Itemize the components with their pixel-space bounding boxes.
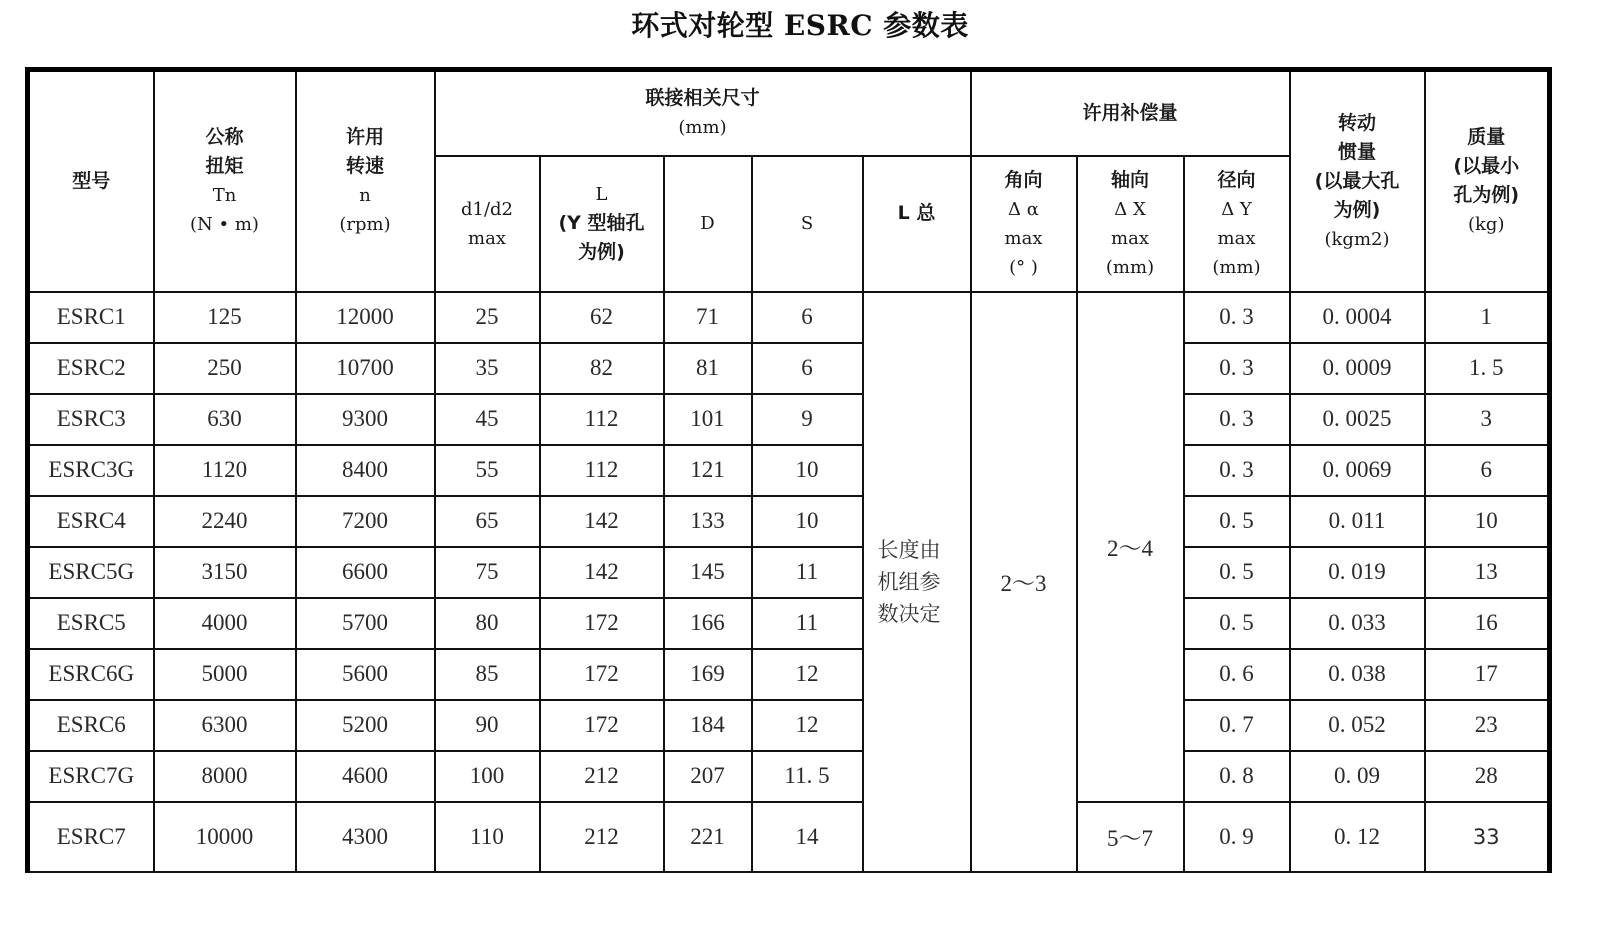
col-header-D: D	[664, 156, 752, 292]
cell-D: 221	[664, 802, 752, 872]
cell-L: 142	[540, 547, 664, 598]
cell-D: 101	[664, 394, 752, 445]
cell-mass: 28	[1425, 751, 1550, 802]
cell-model: ESRC3	[28, 394, 154, 445]
cell-D: 166	[664, 598, 752, 649]
cell-mass: 6	[1425, 445, 1550, 496]
cell-mass: 17	[1425, 649, 1550, 700]
cell-L: 142	[540, 496, 664, 547]
cell-radial: 0. 3	[1184, 394, 1290, 445]
cell-ltotal-merged: 长度由 机组参 数决定	[863, 292, 971, 872]
col-header-d: d1/d2 max	[435, 156, 540, 292]
cell-torque: 5000	[154, 649, 296, 700]
cell-speed: 12000	[296, 292, 435, 343]
col-header-angular: 角向 Δ α max (° )	[971, 156, 1077, 292]
cell-d: 85	[435, 649, 540, 700]
document-title: 环式对轮型 ESRC 参数表	[631, 9, 969, 42]
cell-S: 11	[752, 598, 863, 649]
cell-radial: 0. 5	[1184, 496, 1290, 547]
table-row	[28, 394, 1550, 445]
cell-speed: 5600	[296, 649, 435, 700]
table-row	[28, 496, 1550, 547]
cell-D: 133	[664, 496, 752, 547]
col-header-Ltotal: L 总	[863, 156, 971, 292]
cell-torque: 630	[154, 394, 296, 445]
cell-L: 62	[540, 292, 664, 343]
cell-inertia: 0. 033	[1290, 598, 1425, 649]
cell-model: ESRC5	[28, 598, 154, 649]
cell-L: 172	[540, 598, 664, 649]
cell-d: 75	[435, 547, 540, 598]
cell-speed: 4300	[296, 802, 435, 872]
cell-radial: 0. 5	[1184, 547, 1290, 598]
cell-radial: 0. 9	[1184, 802, 1290, 872]
cell-D: 184	[664, 700, 752, 751]
cell-L: 82	[540, 343, 664, 394]
cell-torque: 10000	[154, 802, 296, 872]
cell-S: 10	[752, 496, 863, 547]
table-row	[28, 292, 1550, 343]
cell-torque: 250	[154, 343, 296, 394]
cell-torque: 3150	[154, 547, 296, 598]
cell-d: 65	[435, 496, 540, 547]
cell-speed: 5700	[296, 598, 435, 649]
table-row	[28, 649, 1550, 700]
cell-S: 10	[752, 445, 863, 496]
cell-radial: 0. 6	[1184, 649, 1290, 700]
cell-model: ESRC6G	[28, 649, 154, 700]
cell-L: 212	[540, 751, 664, 802]
cell-mass: 33	[1425, 802, 1550, 872]
col-header-torque: 公称 扭矩 Tn (N • m)	[154, 70, 296, 292]
cell-d: 100	[435, 751, 540, 802]
cell-S: 14	[752, 802, 863, 872]
group-header-dimensions: 联接相关尺寸 (mm)	[435, 70, 971, 156]
cell-inertia: 0. 0025	[1290, 394, 1425, 445]
cell-d: 45	[435, 394, 540, 445]
table-row	[28, 598, 1550, 649]
cell-d: 35	[435, 343, 540, 394]
cell-inertia: 0. 09	[1290, 751, 1425, 802]
cell-S: 12	[752, 700, 863, 751]
cell-radial: 0. 3	[1184, 445, 1290, 496]
cell-speed: 10700	[296, 343, 435, 394]
cell-torque: 8000	[154, 751, 296, 802]
cell-S: 6	[752, 343, 863, 394]
cell-mass: 3	[1425, 394, 1550, 445]
cell-radial: 0. 3	[1184, 343, 1290, 394]
cell-model: ESRC3G	[28, 445, 154, 496]
cell-inertia: 0. 052	[1290, 700, 1425, 751]
cell-radial: 0. 7	[1184, 700, 1290, 751]
cell-inertia: 0. 12	[1290, 802, 1425, 872]
cell-D: 169	[664, 649, 752, 700]
col-header-axial: 轴向 Δ X max (mm)	[1077, 156, 1184, 292]
cell-S: 9	[752, 394, 863, 445]
cell-torque: 125	[154, 292, 296, 343]
table-row	[28, 751, 1550, 802]
cell-d: 90	[435, 700, 540, 751]
cell-speed: 4600	[296, 751, 435, 802]
cell-torque: 4000	[154, 598, 296, 649]
cell-L: 172	[540, 649, 664, 700]
cell-radial: 0. 3	[1184, 292, 1290, 343]
cell-speed: 7200	[296, 496, 435, 547]
cell-d: 80	[435, 598, 540, 649]
cell-L: 212	[540, 802, 664, 872]
cell-D: 71	[664, 292, 752, 343]
col-header-model: 型号	[28, 70, 154, 292]
cell-inertia: 0. 0004	[1290, 292, 1425, 343]
cell-d: 25	[435, 292, 540, 343]
cell-torque: 6300	[154, 700, 296, 751]
col-header-inertia: 转动 惯量 (以最大孔 为例) (kgm2)	[1290, 70, 1425, 292]
cell-inertia: 0. 038	[1290, 649, 1425, 700]
cell-torque: 2240	[154, 496, 296, 547]
table-row	[28, 343, 1550, 394]
cell-d: 110	[435, 802, 540, 872]
col-header-L: L (Y 型轴孔 为例)	[540, 156, 664, 292]
cell-L: 172	[540, 700, 664, 751]
cell-mass: 13	[1425, 547, 1550, 598]
cell-inertia: 0. 011	[1290, 496, 1425, 547]
cell-model: ESRC2	[28, 343, 154, 394]
cell-mass: 16	[1425, 598, 1550, 649]
cell-S: 6	[752, 292, 863, 343]
cell-mass: 1	[1425, 292, 1550, 343]
cell-D: 145	[664, 547, 752, 598]
header-row-1	[28, 70, 1550, 156]
cell-mass: 10	[1425, 496, 1550, 547]
cell-L: 112	[540, 445, 664, 496]
cell-mass: 1. 5	[1425, 343, 1550, 394]
cell-inertia: 0. 0009	[1290, 343, 1425, 394]
parameter-table	[25, 67, 1552, 873]
cell-radial: 0. 8	[1184, 751, 1290, 802]
cell-model: ESRC5G	[28, 547, 154, 598]
table-row	[28, 700, 1550, 751]
cell-model: ESRC7G	[28, 751, 154, 802]
cell-model: ESRC6	[28, 700, 154, 751]
cell-S: 12	[752, 649, 863, 700]
cell-axial: 5～7	[1077, 802, 1184, 872]
col-header-speed: 许用 转速 n (rpm)	[296, 70, 435, 292]
col-header-radial: 径向 Δ Y max (mm)	[1184, 156, 1290, 292]
cell-model: ESRC1	[28, 292, 154, 343]
cell-D: 207	[664, 751, 752, 802]
col-header-S: S	[752, 156, 863, 292]
cell-model: ESRC4	[28, 496, 154, 547]
cell-S: 11. 5	[752, 751, 863, 802]
cell-inertia: 0. 019	[1290, 547, 1425, 598]
cell-torque: 1120	[154, 445, 296, 496]
cell-S: 11	[752, 547, 863, 598]
cell-axial-merged: 2～4	[1077, 292, 1184, 802]
cell-D: 81	[664, 343, 752, 394]
table-row	[28, 445, 1550, 496]
cell-radial: 0. 5	[1184, 598, 1290, 649]
col-header-mass: 质量 (以最小 孔为例) (kg)	[1425, 70, 1550, 292]
group-header-compensation: 许用补偿量	[971, 70, 1290, 156]
cell-model: ESRC7	[28, 802, 154, 872]
table-row	[28, 802, 1550, 872]
cell-D: 121	[664, 445, 752, 496]
cell-angular-merged: 2～3	[971, 292, 1077, 872]
cell-L: 112	[540, 394, 664, 445]
cell-mass: 23	[1425, 700, 1550, 751]
cell-speed: 6600	[296, 547, 435, 598]
cell-speed: 9300	[296, 394, 435, 445]
cell-speed: 8400	[296, 445, 435, 496]
cell-inertia: 0. 0069	[1290, 445, 1425, 496]
table-row	[28, 547, 1550, 598]
cell-speed: 5200	[296, 700, 435, 751]
cell-d: 55	[435, 445, 540, 496]
